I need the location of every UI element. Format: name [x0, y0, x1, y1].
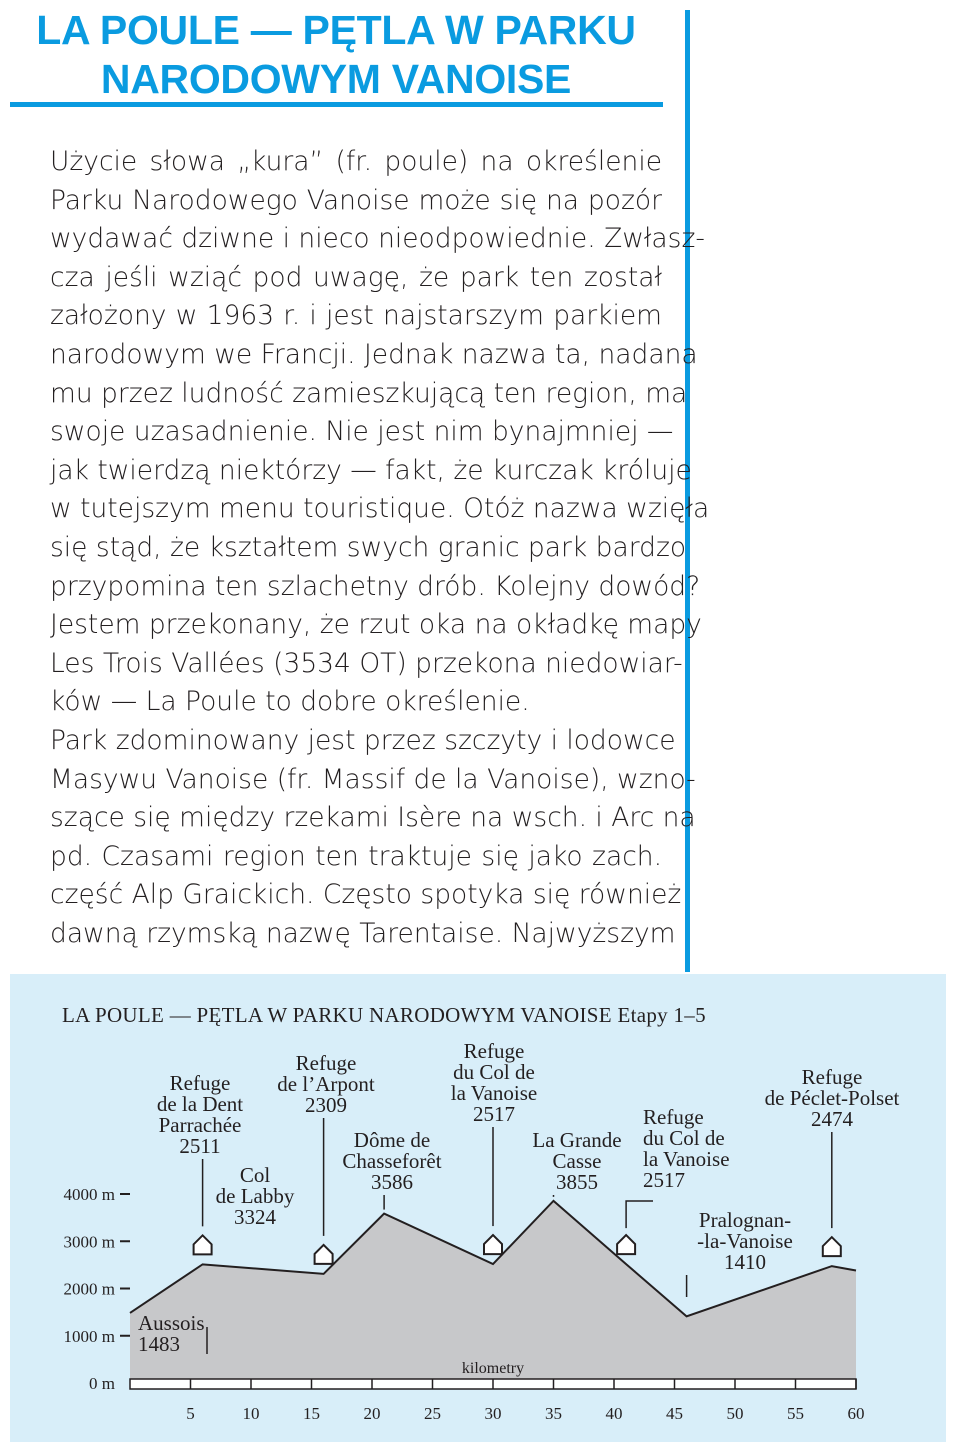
text-line: narodowym we Francji. Jednak nazwa ta, nadana	[50, 338, 698, 370]
peak-label-line: 3855	[556, 1170, 598, 1194]
peak-label-line: Aussois	[138, 1311, 205, 1335]
title-underline	[10, 102, 663, 107]
peak-label-line: de Péclet-Polset	[764, 1086, 900, 1110]
text-line: przypomina ten szlachetny drób. Kolejny dowód?	[50, 570, 701, 602]
article-title	[10, 6, 662, 104]
title-line-1: LA POULE — PĘTLA W PARKU	[36, 7, 636, 53]
paragraph-2	[10, 722, 696, 954]
peak-label-line: Refuge	[463, 1039, 525, 1063]
text-line: Użycie słowa „kura” (fr. poule) na określenie	[50, 146, 662, 177]
x-tick-label: 50	[726, 1404, 744, 1423]
peak-label-line: Dôme de	[353, 1128, 431, 1152]
peak-label-line: La Grande	[532, 1128, 622, 1152]
text-line: pd. Czasami region ten traktuje się jako zach.	[50, 840, 662, 872]
peak-label-line: 2309	[305, 1093, 347, 1117]
text-line: Jestem przekonany, że rzut oka na okładkę mapy	[50, 609, 702, 641]
y-tick-label: 4000 m	[63, 1185, 115, 1204]
peak-label-line: de Labby	[215, 1184, 295, 1208]
peak-label-line: du Col de	[643, 1126, 725, 1150]
peak-label-line: Refuge	[295, 1051, 357, 1075]
x-axis-label: kilometry	[461, 1360, 525, 1377]
peak-label-line: Chasseforêt	[342, 1149, 442, 1173]
y-tick-label: 0 m	[89, 1374, 115, 1393]
peak-label-line: de la Dent	[156, 1092, 244, 1116]
peak-label-line: -la-Vanoise	[697, 1229, 793, 1253]
peak-label-line: Pralognan-	[698, 1208, 792, 1232]
x-tick-label: 5	[186, 1404, 195, 1423]
peak-label-grande-casse	[532, 1128, 621, 1194]
refuge-hut-icon	[823, 1237, 841, 1256]
text-line: się stąd, że kształtem swych granic park bardzo	[50, 531, 687, 563]
x-tick-label: 15	[303, 1404, 320, 1423]
text-line: część Alp Graickich. Często spotyka się również	[50, 879, 682, 911]
peak-label-line: 2511	[179, 1134, 221, 1158]
peak-label-col-vanoise-1	[451, 1039, 538, 1126]
x-tick-label: 10	[242, 1404, 260, 1423]
peak-label-line: Refuge	[801, 1065, 863, 1089]
y-tick-label: 1000 m	[63, 1326, 115, 1346]
peak-label-col-vanoise-2	[643, 1105, 730, 1192]
peak-label-line: la Vanoise	[643, 1147, 730, 1171]
text-line: swoje uzasadnienie. Nie jest nim bynajmniej —	[50, 416, 674, 448]
peak-label-arpont	[277, 1051, 375, 1117]
x-tick-label: 30	[484, 1404, 502, 1423]
text-line: dawną rzymską nazwę Tarentaise. Najwyższym	[50, 917, 676, 949]
text-line: mu przez ludność zamieszkującą ten region, ma	[50, 377, 688, 409]
peak-label-line: Casse	[552, 1149, 602, 1173]
refuge-hut-icon	[315, 1245, 333, 1264]
peak-label-line: 2474	[811, 1107, 853, 1131]
chart-subtitle: Etapy 1–5	[617, 1003, 706, 1027]
text-line: Masywu Vanoise (fr. Massif de la Vanoise), wzno-	[50, 763, 696, 795]
text-line: ków — La Poule to dobre określenie.	[50, 686, 530, 718]
paragraph-1	[10, 143, 710, 722]
peak-label-line: 2517	[643, 1168, 685, 1192]
peak-label-line: 3586	[371, 1170, 413, 1194]
y-tick-label: 2000 m	[63, 1279, 115, 1299]
refuge-hut-icon	[617, 1235, 635, 1254]
text-line: szące się między rzekami Isère na wsch. i Arc na	[50, 802, 696, 834]
text-line: Park zdominowany jest przez szczyty i lodowce	[50, 724, 676, 756]
peak-label-line: 1483	[138, 1332, 180, 1356]
x-tick-label: 45	[666, 1404, 683, 1423]
x-tick-label: 40	[605, 1404, 623, 1423]
peak-label-pralognan	[697, 1208, 793, 1274]
text-line: wydawać dziwne i nieco nieodpowiednie. Zwłasz-	[50, 223, 705, 255]
peak-label-peclet-polset	[765, 1065, 900, 1131]
x-tick-label: 60	[847, 1404, 865, 1423]
peak-label-line: Refuge	[643, 1105, 704, 1129]
peak-label-col-labby	[216, 1163, 295, 1229]
peak-label-line: 1410	[724, 1250, 766, 1274]
x-tick-label: 35	[545, 1404, 562, 1423]
chart-title: LA POULE — PĘTLA W PARKU NARODOWYM VANOISE Etapy 1–5	[62, 1003, 706, 1027]
leader-line	[626, 1201, 653, 1228]
text-line: założony w 1963 r. i jest najstarszym parkiem	[50, 300, 662, 332]
x-tick-label: 25	[424, 1404, 441, 1423]
text-line: Les Trois Vallées (3534 OT) przekona niedowiar-	[50, 647, 683, 679]
peak-label-line: Refuge	[169, 1071, 231, 1095]
text-line: w tutejszym menu touristique. Otóż nazwa wzięła	[50, 493, 710, 525]
peak-label-line: 3324	[234, 1205, 276, 1229]
text-line: cza jeśli wziąć pod uwagę, że park ten został	[50, 261, 662, 293]
refuge-hut-icon	[194, 1235, 212, 1254]
title-line-2: NARODOWYM VANOISE	[100, 56, 572, 102]
peak-label-line: 2517	[473, 1102, 515, 1126]
peak-label-chasseforet	[342, 1128, 441, 1194]
article-body	[10, 143, 710, 953]
peak-label-line: du Col de	[453, 1060, 535, 1084]
peak-label-dent-parrachee	[157, 1071, 243, 1158]
x-tick-label: 20	[363, 1404, 381, 1423]
text-line: jak twierdzą niektórzy — fakt, że kurczak króluje	[50, 454, 692, 486]
text-line: Parku Narodowego Vanoise może się na pozór	[50, 184, 662, 216]
peak-label-line: la Vanoise	[450, 1081, 538, 1105]
elevation-profile-chart	[10, 974, 946, 1442]
peak-label-line: Parrachée	[158, 1113, 242, 1137]
elevation-profile-svg	[10, 974, 946, 1442]
refuge-hut-icon	[484, 1235, 502, 1254]
peak-label-line: Col	[239, 1163, 271, 1187]
x-tick-label: 55	[787, 1404, 804, 1423]
y-tick-label: 3000 m	[63, 1232, 115, 1252]
peak-label-line: de l’Arpont	[277, 1072, 375, 1096]
